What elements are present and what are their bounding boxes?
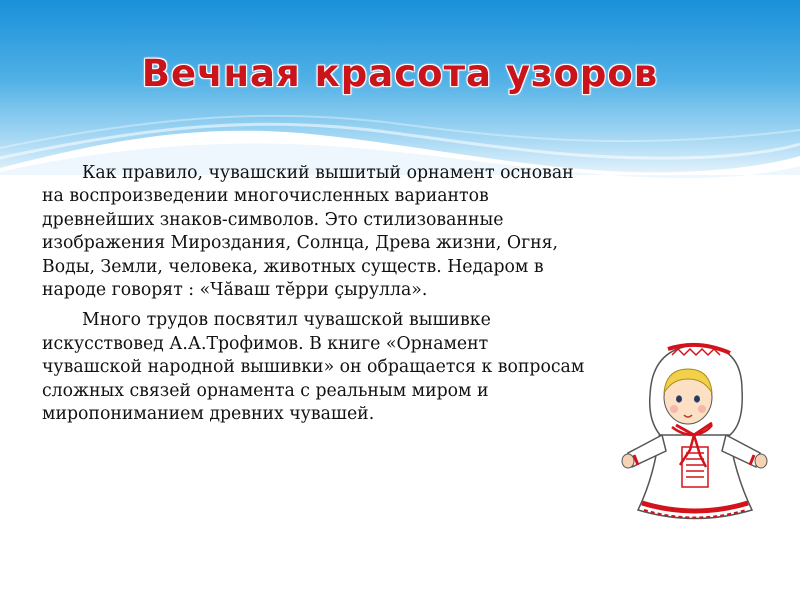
chuvash-doll-illustration (620, 335, 770, 525)
body-text (42, 162, 587, 433)
slide-title: Вечная красота узоров (141, 52, 659, 95)
paragraph-2: Много трудов посвятил чувашской вышивке искусствовед А.А.Трофимов. В книге «Орнамент чувашской народной вышивки» он обращается к вопросам сложных связей орнамента с реальным миром и миропониманием древних чувашей. (42, 310, 585, 425)
paragraph-1: Как правило, чувашский вышитый орнамент основан на воспроизведении многочисленных вариантов древнейших знаков-символов. Это стилизованные изображения Мироздания, Солнца, Древа жизни, Огня, Воды, Земли, человека, животных существ. Недаром в народе говорят : «Чăваш тĕрри çырулла». (42, 163, 574, 301)
